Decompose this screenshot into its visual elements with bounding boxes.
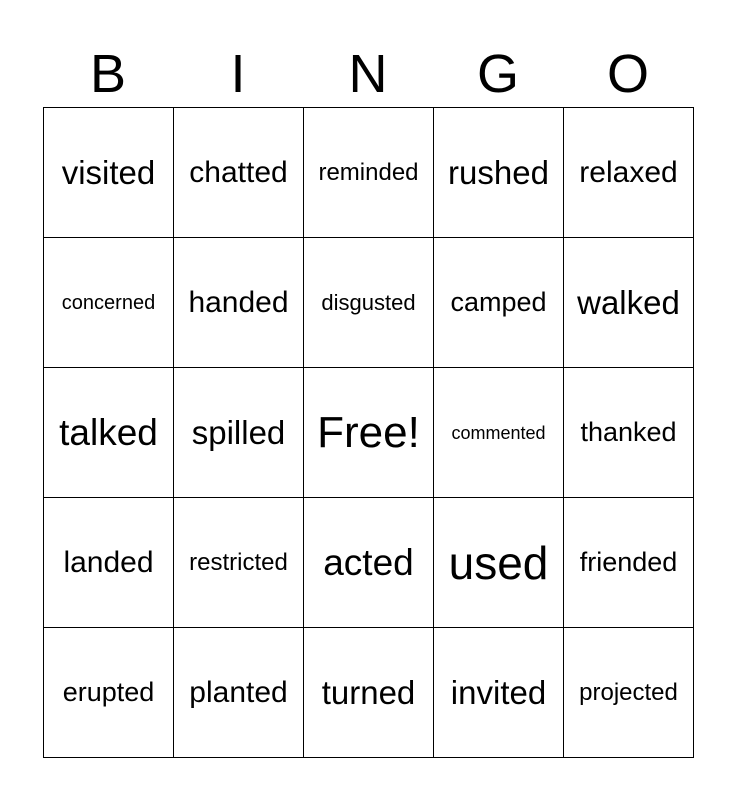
header-letter-n: N (348, 44, 388, 104)
bingo-cell: landed (44, 498, 174, 628)
bingo-cell: acted (304, 498, 434, 628)
bingo-cell: camped (434, 238, 564, 368)
bingo-cell: projected (564, 628, 694, 758)
bingo-cell: planted (174, 628, 304, 758)
bingo-cell: friended (564, 498, 694, 628)
header-letter-g: G (476, 44, 519, 104)
bingo-header (43, 40, 693, 108)
bingo-cell: concerned (44, 238, 174, 368)
free-space: Free! (304, 368, 434, 498)
bingo-cell: relaxed (564, 108, 694, 238)
bingo-cell: invited (434, 628, 564, 758)
bingo-cell: reminded (304, 108, 434, 238)
bingo-cell: commented (434, 368, 564, 498)
bingo-cell: walked (564, 238, 694, 368)
bingo-cell: chatted (174, 108, 304, 238)
header-letter-o: O (606, 44, 649, 104)
bingo-cell: disgusted (304, 238, 434, 368)
bingo-cell: rushed (434, 108, 564, 238)
bingo-cell: used (434, 498, 564, 628)
bingo-board (43, 107, 694, 758)
bingo-cell: handed (174, 238, 304, 368)
bingo-cell: thanked (564, 368, 694, 498)
bingo-cell: restricted (174, 498, 304, 628)
bingo-cell: spilled (174, 368, 304, 498)
bingo-cell: visited (44, 108, 174, 238)
header-letter-b: B (89, 44, 127, 104)
header-letter-i: I (230, 44, 246, 104)
bingo-cell: turned (304, 628, 434, 758)
bingo-cell: talked (44, 368, 174, 498)
bingo-cell: erupted (44, 628, 174, 758)
